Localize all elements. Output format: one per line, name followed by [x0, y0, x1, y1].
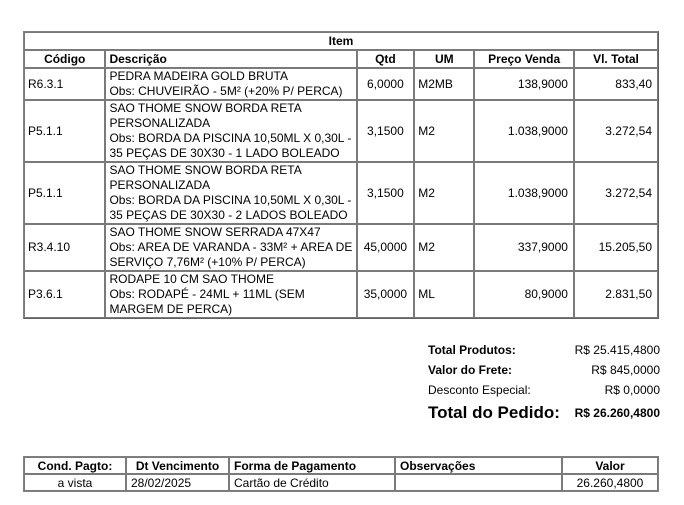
table-row [24, 224, 658, 271]
payment-cond: a vista [24, 474, 126, 491]
col-qtd: Qtd [357, 50, 415, 68]
item-descricao [105, 100, 356, 162]
payment-obs [395, 474, 562, 491]
payment-forma: Cartão de Crédito [229, 474, 395, 491]
item-obs-line: Obs: CHUVEIRÃO - 5M² (+20% P/ PERCA) [109, 84, 343, 98]
total-produtos-line [428, 343, 660, 363]
col-cond-pagto: Cond. Pagto: [24, 457, 126, 474]
item-total: 2.831,50 [574, 271, 658, 318]
total-produtos-value: R$ 25.415,4800 [574, 343, 660, 357]
item-qtd: 6,0000 [357, 68, 415, 100]
item-obs-line: MARGEM DE PERCA) [109, 302, 233, 316]
payment-valor: 26.260,4800 [562, 474, 658, 491]
col-valor: Valor [562, 457, 658, 474]
col-forma-pagamento: Forma de Pagamento [229, 457, 395, 474]
item-descricao-line: SAO THOME SNOW BORDA RETA [109, 101, 302, 115]
item-codigo: P5.1.1 [24, 162, 105, 224]
item-obs-line: 35 PEÇAS DE 30X30 - 2 LADOS BOLEADO [109, 208, 348, 222]
item-qtd: 3,1500 [357, 100, 415, 162]
item-preco: 337,9000 [474, 224, 574, 271]
table-row [24, 271, 658, 318]
item-descricao-line: PERSONALIZADA [109, 178, 211, 192]
table-row [24, 100, 658, 162]
table-row [24, 162, 658, 224]
payment-vencimento: 28/02/2025 [126, 474, 229, 491]
items-table [23, 31, 659, 319]
item-preco: 1.038,9000 [474, 100, 574, 162]
col-codigo: Código [24, 50, 105, 68]
item-preco: 138,9000 [474, 68, 574, 100]
col-preco-venda: Preço Venda [474, 50, 574, 68]
item-descricao [105, 224, 356, 271]
item-um: M2MB [414, 68, 474, 100]
valor-frete-label: Valor do Frete: [428, 363, 513, 377]
col-observacoes: Observações [395, 457, 562, 474]
item-codigo: R6.3.1 [24, 68, 105, 100]
item-obs-line: Obs: RODAPÉ - 24ML + 11ML (SEM [109, 287, 305, 301]
item-codigo: R3.4.10 [24, 224, 105, 271]
total-pedido-line [428, 403, 660, 427]
col-descricao: Descrição [105, 50, 356, 68]
table-row [24, 68, 658, 100]
item-um: M2 [414, 224, 474, 271]
item-descricao-line: PEDRA MADEIRA GOLD BRUTA [109, 69, 288, 83]
desconto-line [428, 383, 660, 403]
item-obs-line: Obs: BORDA DA PISCINA 10,50ML X 0,30L - [109, 131, 352, 145]
item-preco: 80,9000 [474, 271, 574, 318]
total-produtos-label: Total Produtos: [428, 343, 516, 357]
item-codigo: P5.1.1 [24, 100, 105, 162]
item-um: M2 [414, 162, 474, 224]
items-group-header: Item [24, 32, 658, 50]
item-obs-line: Obs: BORDA DA PISCINA 10,50ML X 0,30L - [109, 193, 352, 207]
item-qtd: 45,0000 [357, 224, 415, 271]
total-pedido-label: Total do Pedido: [428, 403, 560, 422]
item-descricao-line: SAO THOME SNOW BORDA RETA [109, 163, 302, 177]
item-total: 3.272,54 [574, 100, 658, 162]
payment-row [24, 474, 658, 491]
valor-frete-line [428, 363, 660, 383]
item-obs-line: 35 PEÇAS DE 30X30 - 1 LADO BOLEADO [109, 146, 340, 160]
item-total: 3.272,54 [574, 162, 658, 224]
item-qtd: 35,0000 [357, 271, 415, 318]
item-descricao [105, 271, 356, 318]
item-um: M2 [414, 100, 474, 162]
item-obs-line: SERVIÇO 7,76M² (+10% P/ PERCA) [109, 255, 306, 269]
item-descricao-line: SAO THOME SNOW SERRADA 47X47 [109, 225, 321, 239]
payment-column-headers [24, 457, 658, 474]
item-qtd: 3,1500 [357, 162, 415, 224]
order-totals [428, 343, 660, 427]
desconto-value: R$ 0,0000 [604, 383, 660, 397]
item-total: 833,40 [574, 68, 658, 100]
total-pedido-value: R$ 26.260,4800 [574, 406, 660, 420]
payment-table [23, 456, 659, 492]
valor-frete-value: R$ 845,0000 [591, 363, 660, 377]
item-preco: 1.038,9000 [474, 162, 574, 224]
item-descricao-line: PERSONALIZADA [109, 116, 211, 130]
item-obs-line: Obs: AREA DE VARANDA - 33M² + AREA DE [109, 240, 353, 254]
item-descricao-line: RODAPE 10 CM SAO THOME [109, 272, 274, 286]
desconto-label: Desconto Especial: [428, 383, 531, 397]
item-um: ML [414, 271, 474, 318]
col-dt-vencimento: Dt Vencimento [126, 457, 229, 474]
item-descricao [105, 162, 356, 224]
col-um: UM [414, 50, 474, 68]
item-total: 15.205,50 [574, 224, 658, 271]
item-codigo: P3.6.1 [24, 271, 105, 318]
items-column-headers [24, 50, 658, 68]
item-descricao [105, 68, 356, 100]
col-vl-total: Vl. Total [574, 50, 658, 68]
